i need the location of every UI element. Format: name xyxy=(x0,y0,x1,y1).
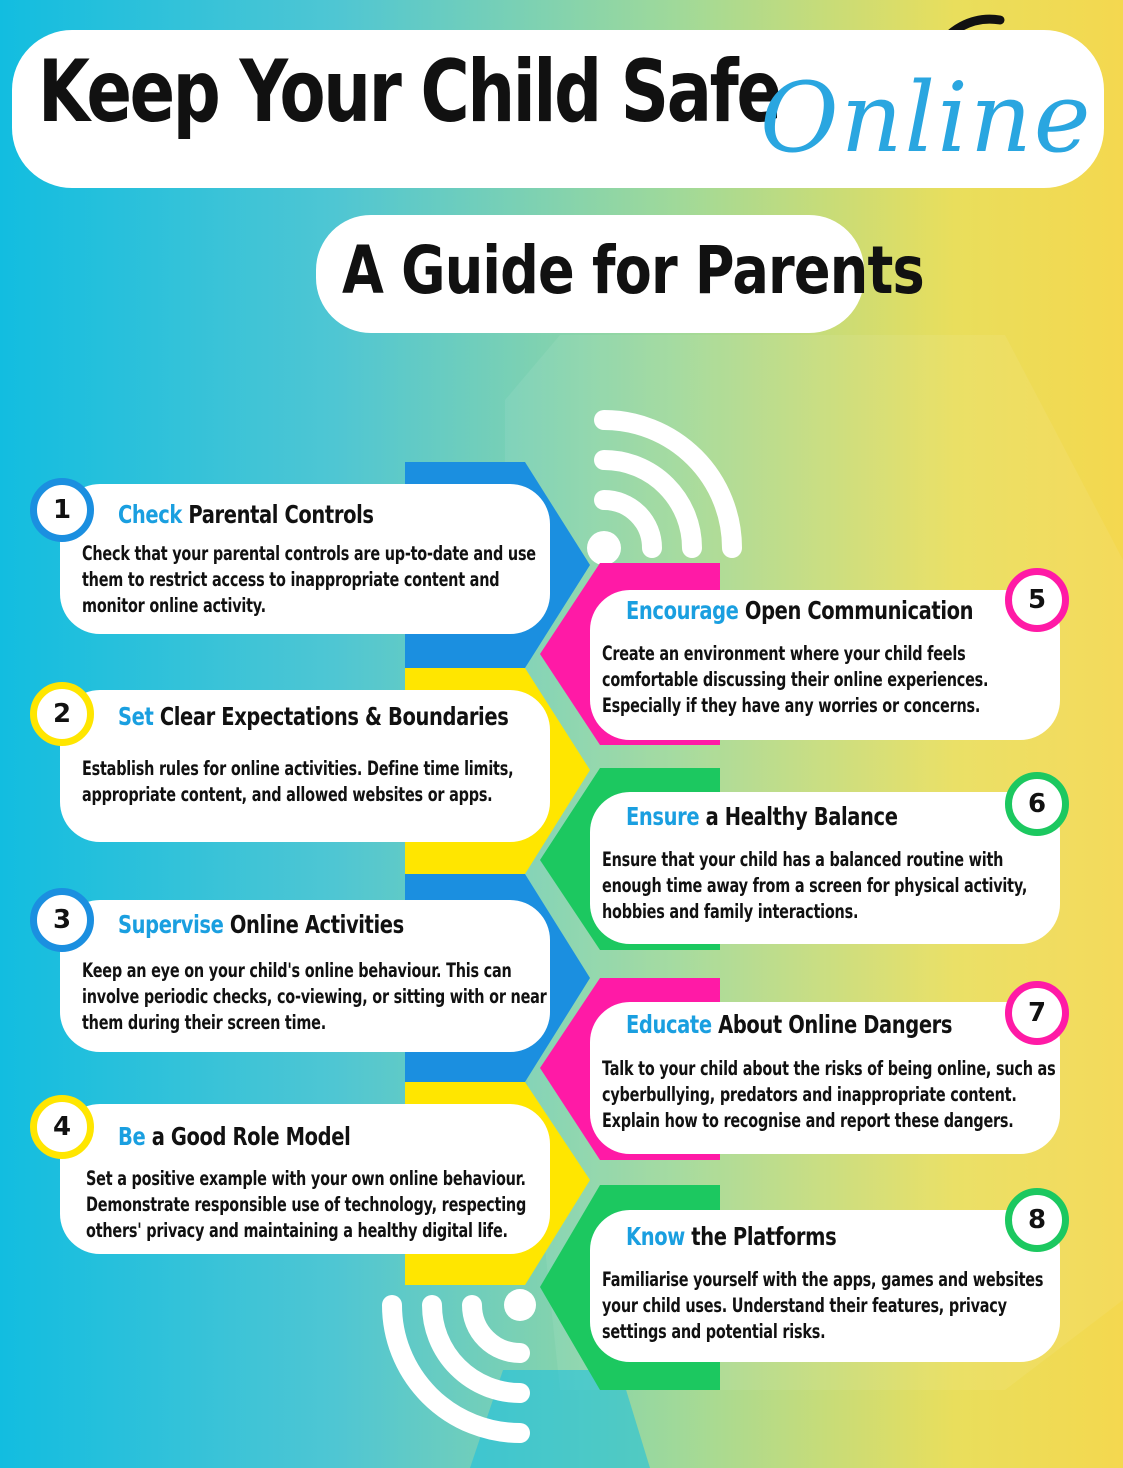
tip-description: Keep an eye on your child's online behaviour. This can involve periodic checks, co-viewing, or sitting with or near them during their screen time. xyxy=(82,959,547,1034)
tip-description: Create an environment where your child feels comfortable discussing their online experiences. Especially if they have any worries or concerns. xyxy=(602,642,989,717)
tip-description: Check that your parental controls are up-to-date and use them to restrict access to inappropriate content and monitor online activity. xyxy=(82,542,536,617)
tip-description: Set a positive example with your own online behaviour. Demonstrate responsible use of technology, respecting others' privacy and maintaining a healthy digital life. xyxy=(86,1167,527,1242)
tip-description: Establish rules for online activities. Define time limits, appropriate content, and allowed websites or apps. xyxy=(82,757,514,806)
tip-number-badge: 6 xyxy=(1005,772,1069,836)
tip-title: Set Clear Expectations & Boundaries xyxy=(118,702,509,731)
tip-number-badge: 3 xyxy=(30,888,94,952)
tip-number-badge: 8 xyxy=(1005,1188,1069,1252)
tip-title: Supervise Online Activities xyxy=(118,910,404,939)
tip-title: Educate About Online Dangers xyxy=(626,1010,953,1039)
tip-number-badge: 4 xyxy=(30,1095,94,1159)
tip-description: Familiarise yourself with the apps, games and websites your child uses. Understand their features, privacy settings and potential risks. xyxy=(602,1268,1044,1343)
tip-description: Talk to your child about the risks of being online, such as cyberbullying, predators and inappropriate content. Explain how to recognise and report these dangers. xyxy=(602,1057,1056,1132)
tip-number-badge: 7 xyxy=(1005,981,1069,1045)
tip-title: Ensure a Healthy Balance xyxy=(626,802,898,831)
page-title-accent: Online xyxy=(760,62,1093,174)
tip-title: Encourage Open Communication xyxy=(626,596,974,625)
page-title: Keep Your Child Safe xyxy=(38,42,780,142)
tip-title: Be a Good Role Model xyxy=(118,1122,351,1151)
tip-description: Ensure that your child has a balanced routine with enough time away from a screen for physical activity, hobbies and family interactions. xyxy=(602,848,1028,923)
page-subtitle: A Guide for Parents xyxy=(342,232,924,309)
tip-title: Know the Platforms xyxy=(626,1222,837,1251)
tip-number-badge: 5 xyxy=(1005,568,1069,632)
tip-number-badge: 1 xyxy=(30,478,94,542)
tip-title: Check Parental Controls xyxy=(118,500,374,529)
tip-number-badge: 2 xyxy=(30,682,94,746)
